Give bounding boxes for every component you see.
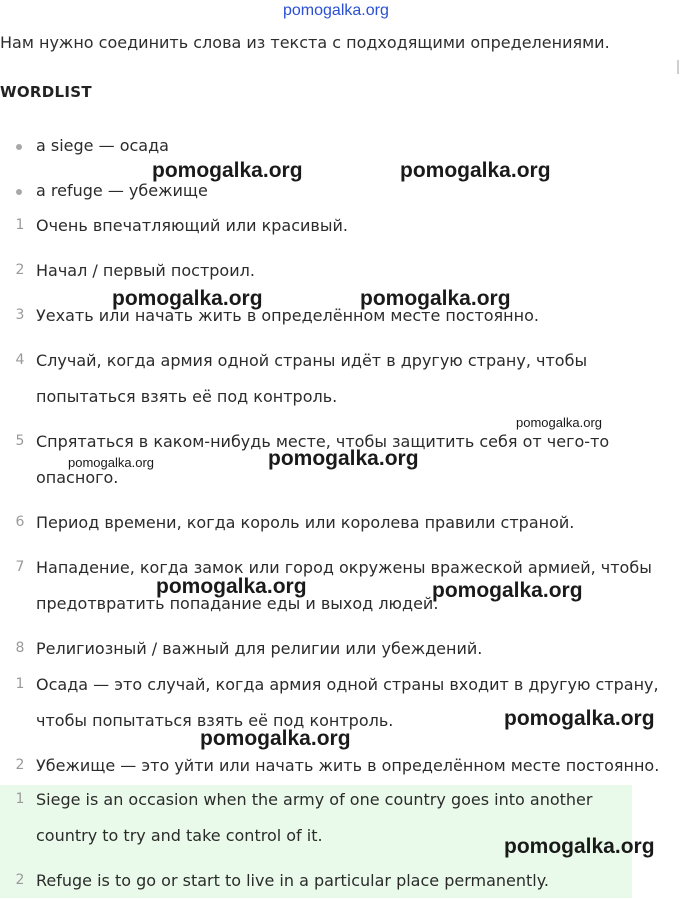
- item-number: 8: [15, 640, 25, 656]
- item-number: 1: [15, 791, 25, 807]
- watermark: pomogalka.org: [152, 159, 303, 182]
- item-number: 4: [15, 352, 25, 368]
- item-number: 2: [15, 262, 25, 278]
- watermark: pomogalka.org: [360, 287, 511, 310]
- item-number: 2: [15, 757, 25, 773]
- list-item-text: Siege is an occasion when the army of one country goes into another country to try and take control of it.: [36, 790, 593, 845]
- watermark: pomogalka.org: [112, 287, 263, 310]
- list-item-text: Случай, когда армия одной страны идёт в другую страну, чтобы попытаться взять её под контроль.: [36, 351, 588, 406]
- watermark-top-link[interactable]: pomogalka.org: [283, 2, 389, 19]
- list-item-text: Спрятаться в каком-нибудь месте, чтобы защитить себя от чего-то опасного.: [36, 432, 610, 487]
- list-item-text: a refuge — убежище: [36, 181, 208, 200]
- list-item-text: Убежище — это уйти или начать жить в определённом месте постоянно.: [36, 756, 660, 775]
- bullet-icon: [16, 144, 22, 150]
- intro-text: Нам нужно соединить слова из текста с подходящими определениями.: [0, 33, 610, 52]
- watermark: pomogalka.org: [400, 159, 551, 182]
- list-item-text: Уехать или начать жить в определённом месте постоянно.: [36, 306, 539, 325]
- list-item-text: Очень впечатляющий или красивый.: [36, 216, 348, 235]
- list-item-text: Нападение, когда замок или город окружены вражеской армией, чтобы предотвратить попадание еды и выход людей.: [36, 558, 652, 613]
- watermark: pomogalka.org: [504, 835, 655, 858]
- item-number: 6: [15, 514, 25, 530]
- item-number: 7: [15, 559, 25, 575]
- list-item-text: Период времени, когда король или королева правили страной.: [36, 513, 575, 532]
- watermark: pomogalka.org: [156, 575, 307, 598]
- watermark: pomogalka.org: [504, 707, 655, 730]
- item-number: 5: [15, 433, 25, 449]
- scroll-indicator: [677, 60, 679, 74]
- item-number: 3: [15, 307, 25, 323]
- section-heading: WORDLIST: [0, 83, 92, 101]
- watermark: pomogalka.org: [432, 579, 583, 602]
- watermark: pomogalka.org: [516, 415, 602, 430]
- list-item-text: a siege — осада: [36, 136, 169, 155]
- list-item-text: Начал / первый построил.: [36, 261, 255, 280]
- list-item-text: Религиозный / важный для религии или убеждений.: [36, 639, 483, 658]
- item-number: 1: [15, 217, 25, 233]
- watermark: pomogalka.org: [200, 727, 351, 750]
- watermark: pomogalka.org: [268, 447, 419, 470]
- bullet-icon: [16, 189, 22, 195]
- item-number: 1: [15, 676, 25, 692]
- list-item-text: Осада — это случай, когда армия одной страны входит в другую страну, чтобы попытаться взять её под контроль.: [36, 675, 659, 730]
- watermark: pomogalka.org: [68, 455, 154, 470]
- item-number: 2: [15, 872, 25, 888]
- list-item-text: Refuge is to go or start to live in a particular place permanently.: [36, 871, 549, 890]
